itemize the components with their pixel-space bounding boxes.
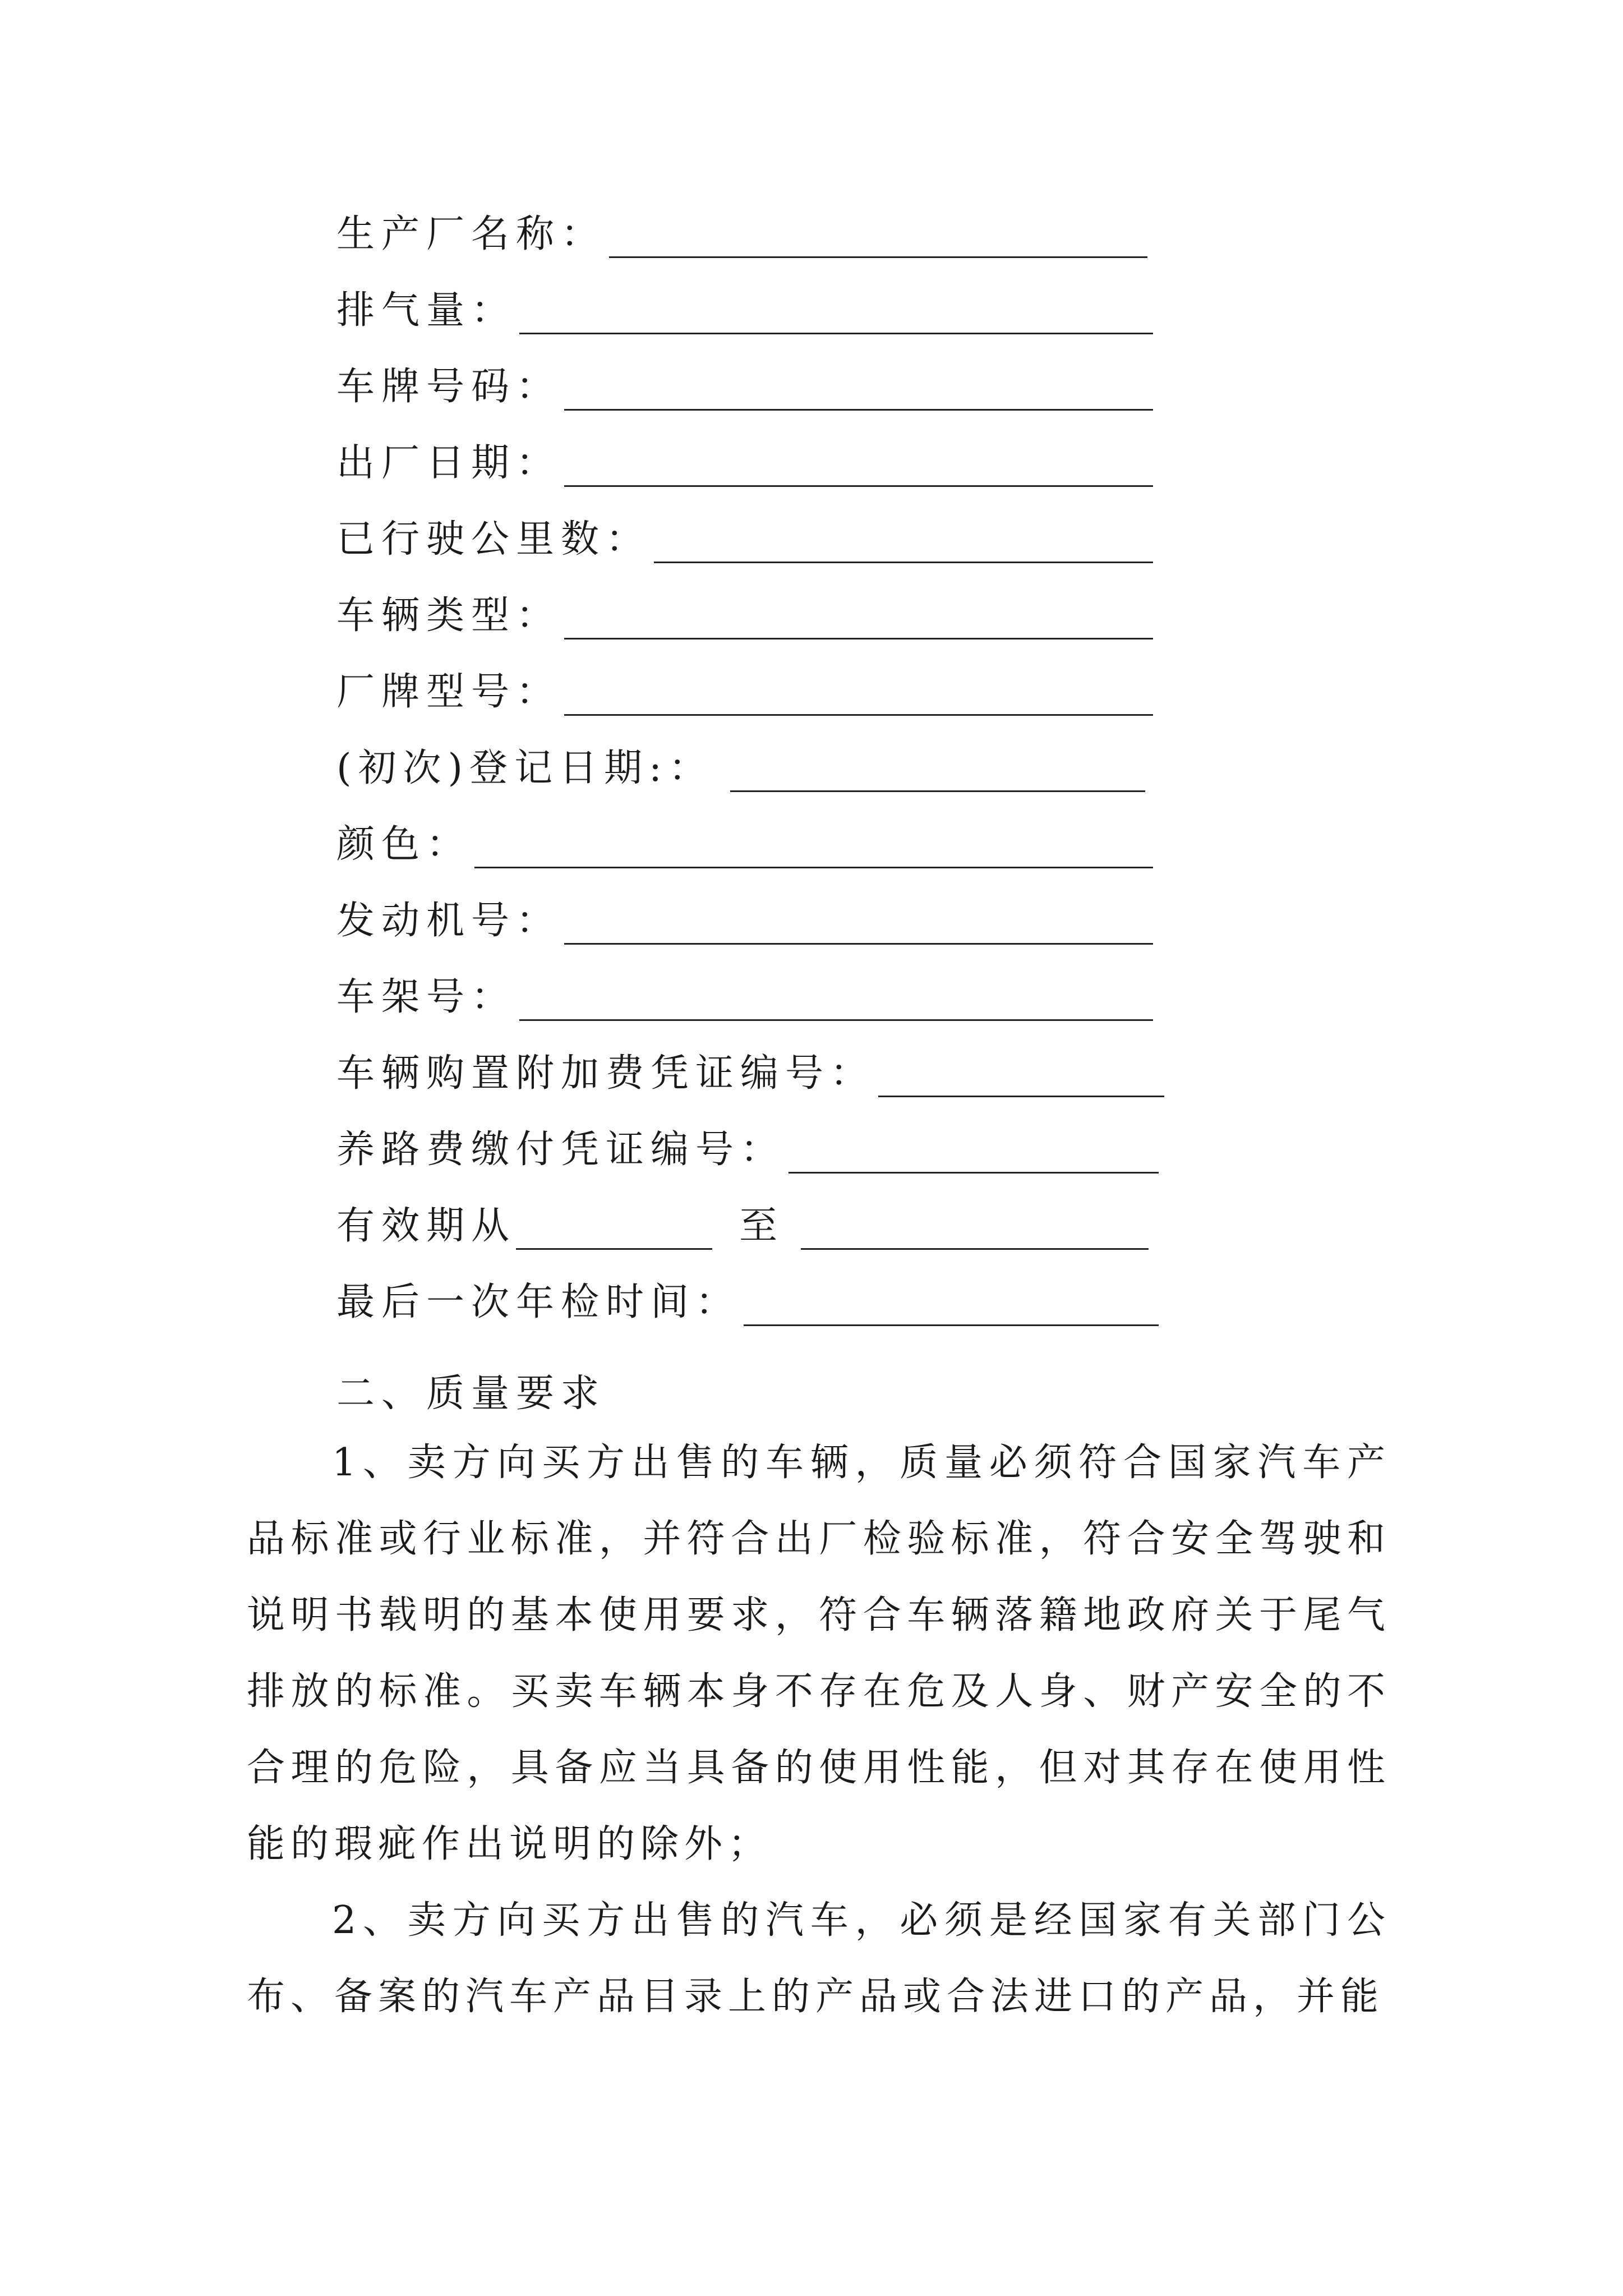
displacement-label: 排气量： (336, 288, 517, 333)
plate-number-field (336, 343, 1153, 411)
last-inspection-blank[interactable] (744, 1276, 1159, 1326)
first-registration-blank[interactable] (730, 742, 1145, 792)
valid-to-blank[interactable] (801, 1200, 1149, 1250)
plate-number-label: 车牌号码： (336, 365, 561, 409)
displacement-blank[interactable] (519, 284, 1153, 334)
factory-date-field (336, 420, 1153, 487)
manufacturer-blank[interactable] (609, 208, 1147, 258)
manufacturer-label: 生产厂名称： (336, 212, 606, 256)
frame-number-field (336, 954, 1153, 1021)
vehicle-type-blank[interactable] (564, 590, 1153, 639)
road-fee-certificate-field (336, 1106, 1159, 1174)
first-registration-field (336, 725, 1145, 792)
brand-model-field (336, 648, 1153, 716)
last-inspection-field (336, 1259, 1159, 1326)
color-label: 颜色： (336, 822, 472, 867)
first-registration-label: (初次)登记日期:： (336, 746, 713, 790)
brand-model-label: 厂牌型号： (336, 670, 561, 714)
vehicle-type-label: 车辆类型： (336, 593, 561, 638)
plate-number-blank[interactable] (564, 361, 1153, 411)
road-fee-certificate-label: 养路费缴付凭证编号： (336, 1128, 786, 1172)
mileage-label: 已行驶公里数： (336, 517, 651, 562)
engine-number-label: 发动机号： (336, 899, 561, 943)
manufacturer-field (336, 191, 1147, 258)
mileage-field (336, 496, 1153, 563)
frame-number-label: 车架号： (336, 975, 517, 1019)
factory-date-label: 出厂日期： (336, 441, 561, 485)
factory-date-blank[interactable] (564, 437, 1153, 487)
engine-number-blank[interactable] (564, 895, 1153, 945)
frame-number-blank[interactable] (519, 971, 1153, 1021)
purchase-tax-certificate-field (336, 1030, 1164, 1097)
valid-to-label: 至 (739, 1204, 785, 1248)
purchase-tax-certificate-blank[interactable] (878, 1047, 1164, 1097)
validity-period-field (336, 1182, 1149, 1250)
vehicle-type-field (336, 572, 1153, 639)
road-fee-certificate-blank[interactable] (789, 1124, 1159, 1174)
valid-from-blank[interactable] (516, 1200, 712, 1250)
displacement-field (336, 267, 1153, 334)
quality-paragraph-2: 2、卖方向买方出售的汽车，必须是经国家有关部门公布、备案的汽车产品目录上的产品或合法进口的产品，并能 (247, 1898, 1391, 2019)
valid-from-label: 有效期从 (336, 1204, 517, 1248)
brand-model-blank[interactable] (564, 666, 1153, 716)
mileage-blank[interactable] (654, 513, 1153, 563)
color-field (336, 801, 1153, 868)
quality-requirements-heading: 二、质量要求 (336, 1372, 606, 1416)
purchase-tax-certificate-label: 车辆购置附加费凭证编号： (336, 1051, 875, 1096)
last-inspection-label: 最后一次年检时间： (336, 1280, 741, 1324)
quality-paragraph-1: 1、卖方向买方出售的车辆，质量必须符合国家汽车产品标准或行业标准，并符合出厂检验标准，符合安全驾驶和说明书载明的基本使用要求，符合车辆落籍地政府关于尾气排放的标准。买卖车辆本身不存在危及人身、财产安全的不合理的危险，具备应当具备的使用性能，但对其存在使用性能的瑕疵作出说明的除外； (247, 1441, 1391, 1866)
engine-number-field (336, 877, 1153, 945)
color-blank[interactable] (474, 818, 1153, 868)
